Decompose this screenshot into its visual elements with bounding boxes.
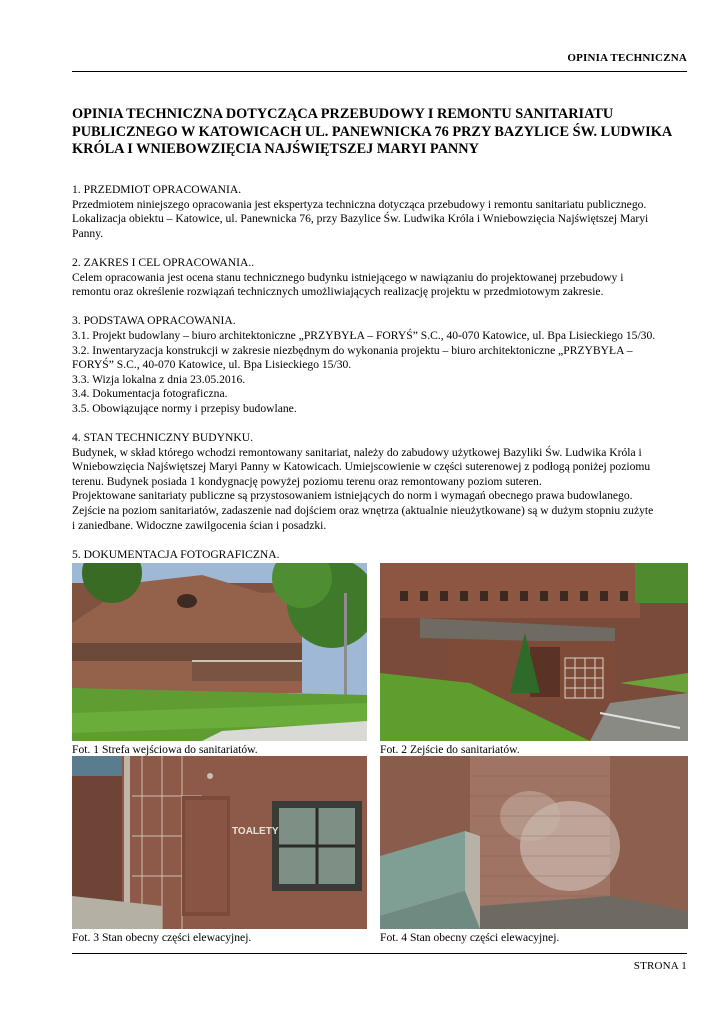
document-title [72, 106, 692, 159]
body-line: 3.4. Dokumentacja fotograficzna. [72, 387, 228, 401]
section-heading: 1. PRZEDMIOT OPRACOWANIA. [72, 183, 242, 196]
photo-caption: Fot. 2 Zejście do sanitariatów. [380, 743, 520, 756]
photo-caption: Fot. 4 Stan obecny części elewacyjnej. [380, 931, 560, 944]
body-line: 3.5. Obowiązujące normy i przepisy budowlane. [72, 401, 297, 415]
footer-rule [72, 953, 687, 954]
document-body [72, 183, 692, 562]
body-line: Panny. [72, 226, 104, 240]
body-line: Przedmiotem niniejszego opracowania jest ekspertyza techniczna dotycząca przebudowy i remontu sanitariatu publicznego. [72, 197, 647, 211]
body-line: 3.2. Inwentaryzacja konstrukcji w zakresie niezbędnym do wykonania projektu – biuro architektoniczne „PRZYBYŁA – [72, 343, 633, 357]
body-line: 3.1. Projekt budowlany – biuro architektoniczne „PRZYBYŁA – FORYŚ” S.C., 40-070 Katowice, ul. Bpa Lisieckiego 15/30. [72, 328, 656, 342]
body-line: Budynek, w skład którego wchodzi remontowany sanitariat, należy do zabudowy użytkowej Bazyliki Św. Ludwika Króla i [72, 445, 642, 459]
title-line: KRÓLA I WNIEBOWZIĘCIA NAJŚWIĘTSZEJ MARYI PANNY [72, 141, 479, 157]
body-line: FORYŚ” S.C., 40-070 Katowice, ul. Bpa Lisieckiego 15/30. [72, 358, 352, 372]
title-line: OPINIA TECHNICZNA DOTYCZĄCA PRZEBUDOWY I REMONTU SANITARIATU [72, 106, 614, 122]
body-line: i zaniedbane. Widoczne zawilgocenia ścian i posadzki. [72, 518, 327, 532]
photo-1-entrance [72, 563, 367, 741]
section-heading: 5. DOKUMENTACJA FOTOGRAFICZNA. [72, 547, 280, 561]
body-line: Projektowane sanitariaty publiczne są przystosowaniem istniejących do norm i wymagań obecnego prawa budowlanego. [72, 489, 633, 503]
toalety-sign: TOALETY [232, 826, 279, 837]
title-line: PUBLICZNEGO W KATOWICACH UL. PANEWNICKA 76 PRZY BAZYLICE ŚW. LUDWIKA [72, 123, 673, 140]
section-heading: 2. ZAKRES I CEL OPRACOWANIA.. [72, 255, 255, 269]
body-line: Wniebowzięcia Najświętszej Maryi Panny w Katowicach. Umiejscowienie w części suterenowej z podłogą poniżej poziomu [72, 460, 651, 474]
body-line: 3.3. Wizja lokalna z dnia 23.05.2016. [72, 372, 246, 386]
photo-caption: Fot. 3 Stan obecny części elewacyjnej. [72, 931, 252, 944]
photo-caption: Fot. 1 Strefa wejściowa do sanitariatów. [72, 743, 258, 756]
body-line: Lokalizacja obiektu – Katowice, ul. Panewnicka 76, przy Bazylice Św. Ludwika Króla i Wniebowzięcia Najświętszej Maryi [72, 212, 649, 226]
photo-2-stairs [380, 563, 688, 741]
running-header: OPINIA TECHNICZNA [567, 52, 687, 64]
photo-4-interior [380, 756, 688, 929]
body-line: Zejście na poziom sanitariatów, zadaszenie nad dojściem oraz wnętrza (aktualnie nieużytkowane) są w dużym stopniu zużyte [72, 504, 654, 518]
body-line: remontu oraz określenie rozwiązań technicznych umożliwiających realizację projektu w przedmiotowym zakresie. [72, 285, 604, 299]
section-heading: 3. PODSTAWA OPRACOWANIA. [72, 314, 236, 328]
photo-3-facade [72, 756, 367, 929]
section-heading: 4. STAN TECHNICZNY BUDYNKU. [72, 431, 254, 445]
body-line: Celem opracowania jest ocena stanu technicznego budynku istniejącego w nawiązaniu do projektowanej przebudowy i [72, 270, 624, 284]
page-number: STRONA 1 [633, 960, 687, 972]
body-line: terenu. Budynek posiada 1 kondygnację powyżej poziomu terenu oraz remontowany poziom suteren. [72, 474, 542, 488]
header-rule [72, 71, 687, 72]
